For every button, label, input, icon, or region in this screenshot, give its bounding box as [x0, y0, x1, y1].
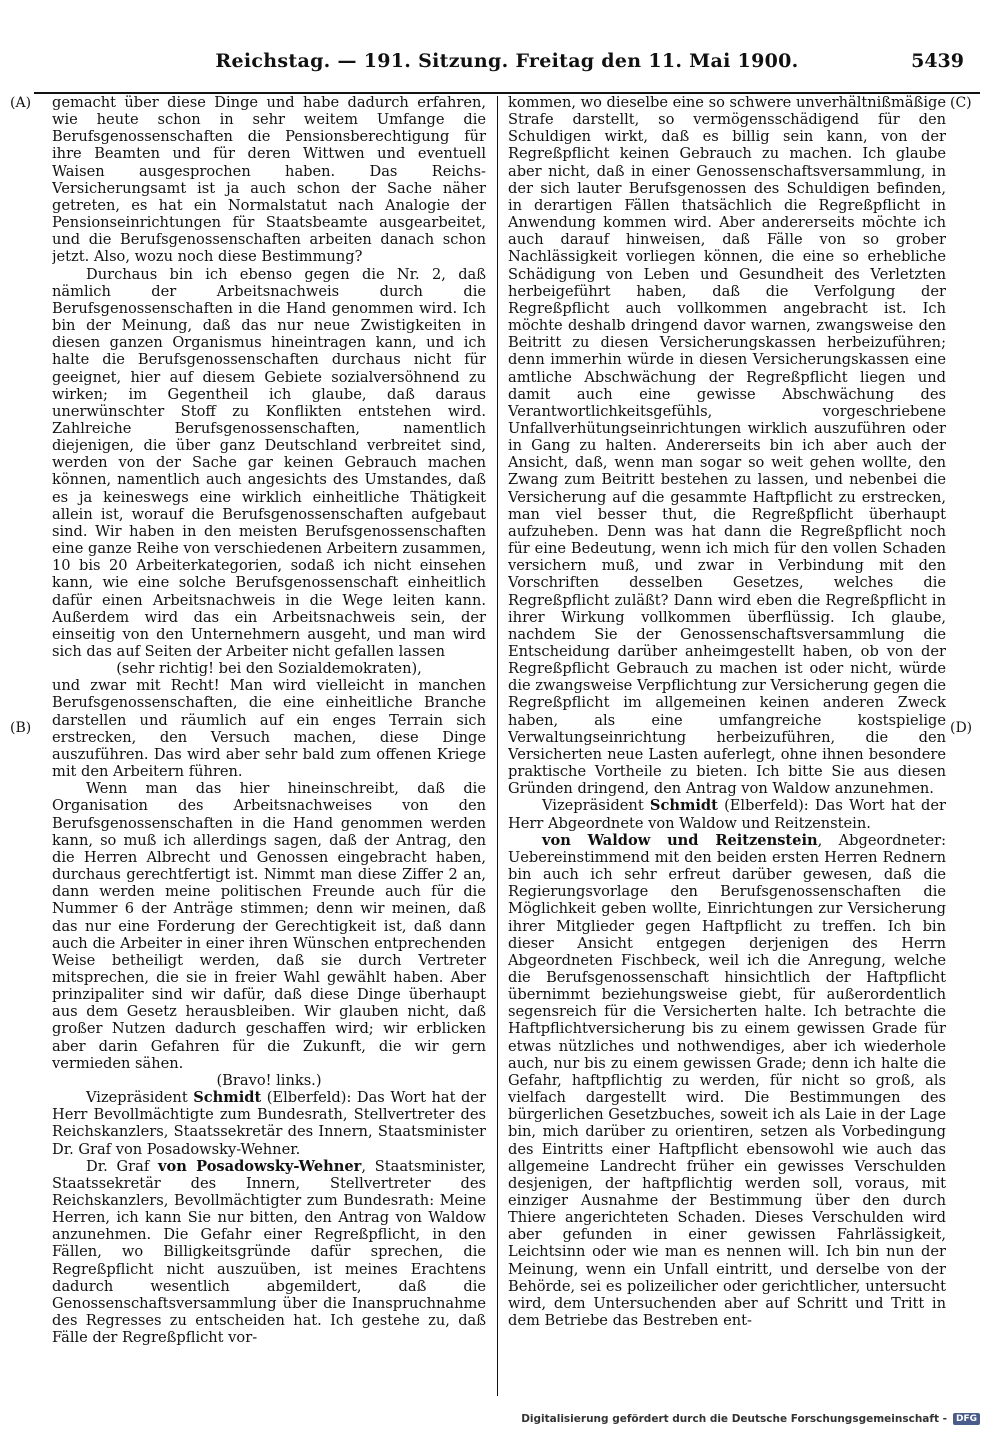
speaker-paragraph	[52, 1089, 486, 1158]
margin-letter-b: (B)	[10, 720, 32, 736]
speaker-paragraph	[508, 797, 946, 831]
margin-letter-d: (D)	[950, 720, 973, 736]
paragraph: Wenn man das hier hineinschreibt, daß die Organisation des Arbeitsnachweises von den Berufsgenossenschaften in die Hand genommen werden kann, so muß ich allerdings sagen, daß der Antrag, den die Herren Albrecht und Genossen eingebracht haben, durchaus gerechtfertigt ist. Nimmt man diese Ziffer 2 an, dann werden meine politischen Freunde auch für die Nummer 6 der Anträge stimmen; denn wir meinen, daß das nur eine Forderung der Gerechtigkeit ist, daß dann auch die Arbeiter in einer ihren Wünschen entprechenden Weise betheiligt werden, daß sie durch Vertreter mitsprechen, die sie in freier Wahl gewählt haben. Aber prinzipaliter sind wir dafür, daß diese Dinge überhaupt aus dem Gesetz herausbleiben. Wir glauben nicht, daß großer Nutzen dadurch geschaffen wird; wir erblicken aber darin Gefahren für die Zukunft, die wir gern vermieden sähen.	[52, 780, 486, 1072]
footer-text: Digitalisierung gefördert durch die Deutsche Forschungsgemeinschaft -	[521, 1413, 947, 1425]
dfg-logo: DFG	[953, 1413, 980, 1425]
speaker-paragraph	[508, 832, 946, 1330]
digitization-footer	[520, 1410, 980, 1428]
left-column	[52, 94, 486, 1396]
right-column	[508, 94, 946, 1396]
margin-letter-c: (C)	[950, 95, 972, 111]
paragraph: und zwar mit Recht! Man wird vielleicht in manchen Berufsgenossenschaften, die eine einheitliche Branche darstellen und räumlich auf ein enges Terrain sich erstrecken, den Versuch machen, diese Dinge auszuführen. Das wird aber sehr bald zum offenen Kriege mit den Arbeitern führen.	[52, 677, 486, 781]
speaker-name: Schmidt	[649, 797, 718, 815]
margin-letter-a: (A)	[10, 95, 32, 111]
paragraph: kommen, wo dieselbe eine so schwere unverhältnißmäßige Strafe darstellt, so vermögensschädigend für den Schuldigen wirkt, daß es billig sein kann, von der Regreßpflicht keinen Gebrauch zu machen. Ich glaube aber nicht, daß in einer Genossenschaftsversammlung, in der sich lauter Berufsgenossen des Schuldigen befinden, in derartigen Fällen thatsächlich die Regreßpflicht in Anwendung kommen wird. Aber andererseits möchte ich auch darauf hinweisen, daß Fälle von so grober Nachlässigkeit vorliegen können, die eine so erhebliche Schädigung von Leben und Gesundheit des Verletzten herbeigeführt haben, daß die Verfolgung der Regreßpflicht auch vollkommen angebracht ist. Ich möchte deshalb dringend davor warnen, zwangsweise den Beitritt zu diesen Versicherungskassen herbeizuführen; denn immerhin würde in diesen Versicherungskassen eine amtliche Abschwächung der Regreßpflicht liegen und damit auch eine gewisse Abschwächung des Verantwortlichkeitsgefühls, vorgeschriebene Unfallverhütungseinrichtungen wirklich auszuführen oder in Gang zu halten. Andererseits bin ich aber auch der Ansicht, daß, wenn man sogar so weit gehen wollte, den Zwang zum Beitritt bestehen zu lassen, und nebenbei die Versicherung auf die gesammte Haftpflicht zu erstrecken, man viel besser thut, die Regreßpflicht überhaupt aufzuheben. Denn was hat dann die Regreßpflicht noch für eine Bedeutung, wenn ich mich für den vollen Schaden versichern muß, und zwar in Verbindung mit den Vorschriften desselben Gesetzes, welches die Regreßpflicht zuläßt? Dann wird eben die Regreßpflicht in ihrer Wirkung vollkommen überflüssig. Ich glaube, nachdem Sie der Genossenschaftsversammlung die Entscheidung darüber anheimgestellt haben, ob von der Regreßpflicht Gebrauch zu machen ist oder nicht, würde die zwangsweise Verpflichtung zur Versicherung gegen die Regreßpflicht im allgemeinen keinen anderen Zweck haben, als eine umfangreiche kostspielige Verwaltungseinrichtung herbeizuführen, die den Versicherten neue Lasten auferlegt, ohne ihnen besondere praktische Vortheile zu bieten. Ich bitte Sie aus diesen Gründen dringend, den Antrag von Waldow anzunehmen.	[508, 94, 946, 798]
speaker-text: (Elberfeld): Das Wort hat der Herr Abgeordnete von Waldow und Reitzenstein.	[508, 797, 946, 832]
speaker-name: von Posadowsky-Wehner	[158, 1157, 362, 1175]
column-divider	[497, 96, 498, 1396]
page-number: 5439	[911, 50, 964, 72]
header-title: Reichstag. — 191. Sitzung. Freitag den 11. Mai 1900.	[215, 50, 799, 72]
interjection: (Bravo! links.)	[216, 1071, 322, 1089]
interjection: (sehr richtig! bei den Sozialdemokraten),	[116, 660, 422, 678]
speaker-name: von Waldow und Reitzenstein	[542, 831, 818, 849]
paragraph: gemacht über diese Dinge und habe dadurch erfahren, wie heute schon in sehr weitem Umfange die Berufsgenossenschaften die Pensionsberechtigung für ihre Beamten und für deren Wittwen und eventuell Waisen ausgesprochen haben. Das Reichs-Versicherungsamt ist ja auch schon der Sache näher getreten, es hat ein Normalstatut nach Analogie der Pensionseinrichtungen für Staatsbeamte ausgearbeitet, und die Berufsgenossenschaften arbeiten danach schon jetzt. Also, wozu noch diese Bestimmung?	[52, 94, 486, 266]
speaker-name: Schmidt	[193, 1089, 262, 1107]
speaker-text: (Elberfeld): Das Wort hat der Herr Bevollmächtigte zum Bundesrath, Stellvertreter des Reichskanzlers, Staatssekretär des Innern, Staatsminister Dr. Graf von Posadowsky-Wehner.	[52, 1089, 486, 1158]
speaker-lead: Vizepräsident	[86, 1089, 194, 1107]
speaker-text: , Staatsminister, Staatssekretär des Innern, Stellvertreter des Reichskanzlers, Bevollmächtigter zum Bundesrath: Meine Herren, ich kann Sie nur bitten, den Antrag von Waldow anzunehmen. Die Gefahr einer Regreßpflicht, in den Fällen, wo Billigkeitsgründe dafür sprechen, die Regreßpflicht nicht auszuüben, ist meines Erachtens dadurch wesentlich abgemildert, daß die Genossenschaftsversammlung über die Inanspruchnahme des Regresses zu entscheiden hat. Ich gestehe zu, daß Fälle der Regreßpflicht vor-	[52, 1157, 486, 1347]
speaker-lead: Vizepräsident	[542, 797, 650, 815]
paragraph: Durchaus bin ich ebenso gegen die Nr. 2, daß nämlich der Arbeitsnachweis durch die Berufsgenossenschaften in die Hand genommen wird. Ich bin der Meinung, daß das nur neue Zwistigkeiten in diesen ganzen Organismus hineintragen kann, und ich halte die Berufsgenossenschaften durchaus nicht für geeignet, hier auf diesem Gebiete sozialversöhnend zu wirken; im Gegentheil ich glaube, daß daraus unerwünschter Stoff zu Konflikten entstehen wird. Zahlreiche Berufsgenossenschaften, namentlich diejenigen, die über ganz Deutschland verbreitet sind, werden von der Sache gar keinen Gebrauch machen können, namentlich auch angesichts des Umstandes, daß es ja keineswegs eine wirklich einheitliche Thätigkeit allein ist, worauf die Berufsgenossenschaften aufgebaut sind. Wir haben in den meisten Berufsgenossenschaften eine ganze Reihe von verschiedenen Arbeitern zusammen, 10 bis 20 Arbeiterkategorien, sodaß ich nicht einsehen kann, wie eine solche Berufsgenossenschaft einheitlich dafür einen Arbeitsnachweis in die Wege leiten kann. Außerdem wird das ein Arbeitsnachweis sein, der einseitig von den Unternehmern ausgeht, und man wird sich das auf Seiten der Arbeiter nicht gefallen lassen	[52, 265, 486, 660]
speaker-lead: Dr. Graf	[86, 1157, 159, 1175]
page-header	[34, 44, 980, 84]
speaker-paragraph	[52, 1158, 486, 1347]
speaker-text: , Abgeordneter: Uebereinstimmend mit den beiden ersten Herren Rednern bin auch ich sehr erfreut darüber gewesen, daß die Regierungsvorlage den Berufsgenossenschaften die Möglichkeit geben wollte, Einrichtungen zur Versicherung ihrer Mitglieder gegen Haftpflicht zu treffen. Ich bin dieser Ansicht entgegen derjenigen des Herrn Abgeordneten Fischbeck, weil ich die Anregung, welche die Berufsgenossenschaft hinsichtlich der Haftpflicht übernimmt beziehungsweise giebt, für außerordentlich segensreich für die Versicherten halte. Ich betrachte die Haftpflichtversicherung bis zu einem gewissen Grade für etwas nützliches und nothwendiges, aber ich wiederhole auch, nur bis zu einem gewissen Grade; denn ich halte die Gefahr, haftpflichtig zu werden, für nicht so groß, als vielfach dargestellt wird. Die Bestimmungen des bürgerlichen Gesetzbuches, soweit ich als Laie in der Lage bin, mich darüber zu orientiren, setzen als Vorbedingung des Eintritts einer Haftpflicht ebensowohl wie auch das allgemeine Landrecht früher ein gewisses Verschulden desjenigen, der haftpflichtig werden soll, voraus, mit einziger Ausnahme der Bestimmung über den durch Thiere angerichteten Schaden. Dieses Verschulden wird aber gefunden in einer gewissen Fahrlässigkeit, Leichtsinn oder wie man es nennen will. Ich bin nun der Meinung, wenn ein Unfall eintritt, und derselbe von der Behörde, sei es polizeilicher oder gerichtlicher, untersucht wird, dem Untersuchenden aber auf Schritt und Tritt in dem Betriebe das Bestreben ent-	[508, 831, 946, 1330]
